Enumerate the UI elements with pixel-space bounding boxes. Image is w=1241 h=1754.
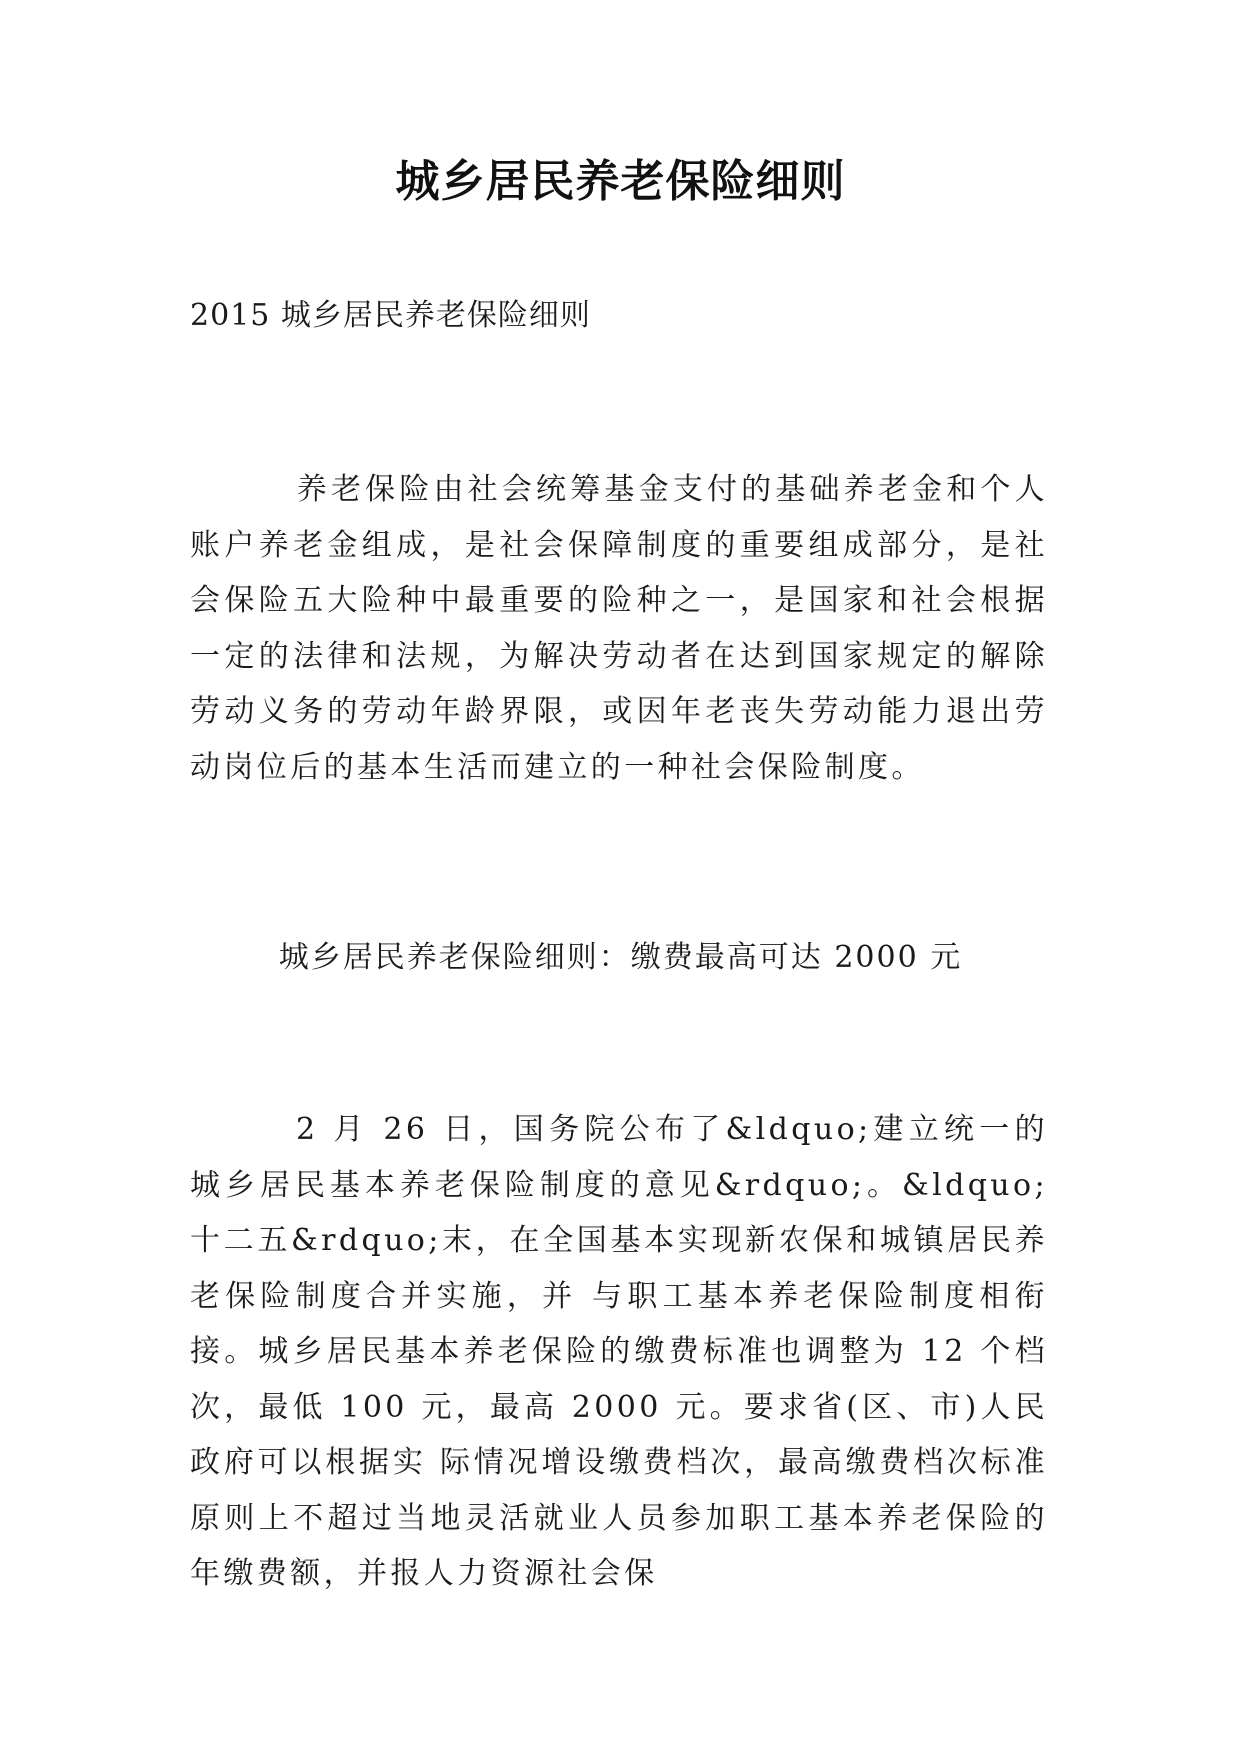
- document-subtitle: 2015 城乡居民养老保险细则: [190, 298, 591, 333]
- paragraph-2-text: 2 月 26 日，国务院公布了&ldquo;建立统一的城乡居民基本养老保险制度的意见&rdquo;。&ldquo;十二五&rdquo;末，在全国基本实现新农保和城镇居民养老保险制度合并实施，并 与职工基本养老保险制度相衔接。城乡居民基本养老保险的缴费标准也调整为 12 个档次，最低 100 元，最高 2000 元。要求省(区、市)人民政府可以根据实 际情况增设缴费档次，最高缴费档次标准原则上不超过当地灵活就业人员参加职工基本养老保险的年缴费额，并报人力资源社会保: [190, 1112, 1048, 1591]
- section-heading: 城乡居民养老保险细则：缴费最高可达 2000 元: [278, 940, 963, 975]
- document-title: 城乡居民养老保险细则: [395, 156, 846, 207]
- paragraph-1-text: 养老保险由社会统筹基金支付的基础养老金和个人账户养老金组成，是社会保障制度的重要组成部分，是社会保险五大险种中最重要的险种之一，是国家和社会根据一定的法律和法规，为解决劳动者在达到国家规定的解除劳动义务的劳动年龄界限，或因年老丧失劳动能力退出劳动岗位后的基本生活而建立的一种社会保险制度。: [190, 472, 1048, 785]
- paragraph-2: [190, 1102, 1048, 1602]
- paragraph-1: [190, 462, 1048, 795]
